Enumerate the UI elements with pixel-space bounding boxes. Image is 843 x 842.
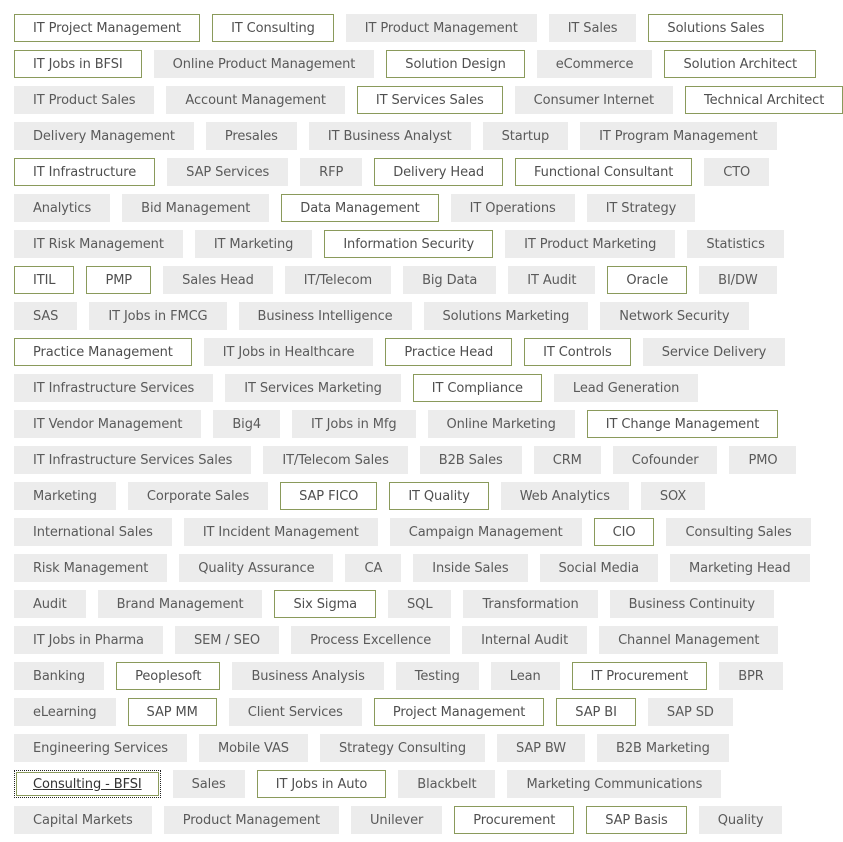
- tag-row: [14, 518, 810, 546]
- tag-it-quality[interactable]: IT Quality: [389, 482, 488, 510]
- tag-data-management[interactable]: Data Management: [281, 194, 438, 222]
- tag-delivery-management[interactable]: Delivery Management: [14, 122, 194, 150]
- tag-row: [14, 86, 825, 114]
- tag-unilever[interactable]: Unilever: [351, 806, 442, 834]
- tag-sap-sd[interactable]: SAP SD: [648, 698, 733, 726]
- tag-it-jobs-in-bfsi[interactable]: IT Jobs in BFSI: [14, 50, 142, 78]
- tag-account-management[interactable]: Account Management: [166, 86, 344, 114]
- tag-row: [14, 230, 810, 258]
- tag-row: [14, 482, 810, 510]
- tag-solution-design[interactable]: Solution Design: [386, 50, 524, 78]
- tag-marketing[interactable]: Marketing: [14, 482, 116, 510]
- tag-brand-management[interactable]: Brand Management: [98, 590, 263, 618]
- tag-it-program-management[interactable]: IT Program Management: [580, 122, 776, 150]
- tag-oracle[interactable]: Oracle: [607, 266, 687, 294]
- tag-business-continuity[interactable]: Business Continuity: [610, 590, 774, 618]
- tag-product-management[interactable]: Product Management: [164, 806, 339, 834]
- tag-channel-management[interactable]: Channel Management: [599, 626, 778, 654]
- tag-solution-architect[interactable]: Solution Architect: [664, 50, 816, 78]
- tag-it-consulting[interactable]: IT Consulting: [212, 14, 334, 42]
- tag-presales[interactable]: Presales: [206, 122, 297, 150]
- tag-it-infrastructure-services-sales[interactable]: IT Infrastructure Services Sales: [14, 446, 251, 474]
- tag-bid-management[interactable]: Bid Management: [122, 194, 269, 222]
- tag-capital-markets[interactable]: Capital Markets: [14, 806, 152, 834]
- tag-row: [14, 410, 810, 438]
- tag-transformation[interactable]: Transformation: [463, 590, 597, 618]
- tag-row: [14, 770, 810, 798]
- tag-row: [14, 806, 810, 834]
- tag-row: [14, 158, 810, 186]
- tag-mobile-vas[interactable]: Mobile VAS: [199, 734, 308, 762]
- tag-it-marketing[interactable]: IT Marketing: [195, 230, 313, 258]
- tag-pmp[interactable]: PMP: [86, 266, 151, 294]
- tag-cto[interactable]: CTO: [704, 158, 769, 186]
- tag-it-business-analyst[interactable]: IT Business Analyst: [309, 122, 471, 150]
- tag-b2b-sales[interactable]: B2B Sales: [420, 446, 522, 474]
- tag-client-services[interactable]: Client Services: [229, 698, 362, 726]
- tag-row: [14, 338, 810, 366]
- tag-cofounder[interactable]: Cofounder: [613, 446, 718, 474]
- tag-cio[interactable]: CIO: [594, 518, 655, 546]
- tag-it-incident-management[interactable]: IT Incident Management: [184, 518, 378, 546]
- tag-project-management[interactable]: Project Management: [374, 698, 544, 726]
- tag-audit[interactable]: Audit: [14, 590, 86, 618]
- tag-statistics[interactable]: Statistics: [687, 230, 783, 258]
- tag-campaign-management[interactable]: Campaign Management: [390, 518, 582, 546]
- tag-social-media[interactable]: Social Media: [540, 554, 659, 582]
- tag-web-analytics[interactable]: Web Analytics: [501, 482, 629, 510]
- tag-row: [14, 50, 810, 78]
- tag-solutions-sales[interactable]: Solutions Sales: [648, 14, 783, 42]
- tag-it-infrastructure-services[interactable]: IT Infrastructure Services: [14, 374, 213, 402]
- tag-sap-bi[interactable]: SAP BI: [556, 698, 636, 726]
- tag-it-product-management[interactable]: IT Product Management: [346, 14, 537, 42]
- tag-it-risk-management[interactable]: IT Risk Management: [14, 230, 183, 258]
- tag-sox[interactable]: SOX: [641, 482, 705, 510]
- tag-sales[interactable]: Sales: [173, 770, 245, 798]
- tag-service-delivery[interactable]: Service Delivery: [643, 338, 786, 366]
- tag-row: [14, 122, 810, 150]
- tag-marketing-communications[interactable]: Marketing Communications: [507, 770, 721, 798]
- tag-it-controls[interactable]: IT Controls: [524, 338, 631, 366]
- tag-it-jobs-in-healthcare[interactable]: IT Jobs in Healthcare: [204, 338, 374, 366]
- tag-row: [14, 302, 810, 330]
- tag-ecommerce[interactable]: eCommerce: [537, 50, 653, 78]
- tag-sql[interactable]: SQL: [388, 590, 451, 618]
- tag-business-analysis[interactable]: Business Analysis: [232, 662, 383, 690]
- tag-row: [14, 734, 810, 762]
- tag-it-vendor-management[interactable]: IT Vendor Management: [14, 410, 201, 438]
- tag-online-product-management[interactable]: Online Product Management: [154, 50, 375, 78]
- tag-practice-management[interactable]: Practice Management: [14, 338, 192, 366]
- tag-rfp[interactable]: RFP: [300, 158, 362, 186]
- tag-it-strategy[interactable]: IT Strategy: [587, 194, 696, 222]
- tag-row: [14, 698, 810, 726]
- tag-it-project-management[interactable]: IT Project Management: [14, 14, 200, 42]
- tag-row: [14, 446, 810, 474]
- tag-internal-audit[interactable]: Internal Audit: [462, 626, 587, 654]
- tag-sap-fico[interactable]: SAP FICO: [280, 482, 377, 510]
- tag-risk-management[interactable]: Risk Management: [14, 554, 167, 582]
- tag-solutions-marketing[interactable]: Solutions Marketing: [424, 302, 589, 330]
- tag-it-jobs-in-fmcg[interactable]: IT Jobs in FMCG: [89, 302, 226, 330]
- tag-it-services-marketing[interactable]: IT Services Marketing: [225, 374, 401, 402]
- tag-it-change-management[interactable]: IT Change Management: [587, 410, 778, 438]
- tag-bi-dw[interactable]: BI/DW: [699, 266, 777, 294]
- tag-six-sigma[interactable]: Six Sigma: [274, 590, 376, 618]
- tag-practice-head[interactable]: Practice Head: [385, 338, 512, 366]
- tag-row: [14, 266, 810, 294]
- tag-technical-architect[interactable]: Technical Architect: [685, 86, 843, 114]
- tag-it-infrastructure[interactable]: IT Infrastructure: [14, 158, 155, 186]
- tag-crm[interactable]: CRM: [534, 446, 601, 474]
- tag-strategy-consulting[interactable]: Strategy Consulting: [320, 734, 485, 762]
- tag-procurement[interactable]: Procurement: [454, 806, 574, 834]
- tag-business-intelligence[interactable]: Business Intelligence: [239, 302, 412, 330]
- tag-sap-services[interactable]: SAP Services: [167, 158, 288, 186]
- tag-delivery-head[interactable]: Delivery Head: [374, 158, 503, 186]
- tag-engineering-services[interactable]: Engineering Services: [14, 734, 187, 762]
- tag-sap-basis[interactable]: SAP Basis: [586, 806, 687, 834]
- tag-it-jobs-in-pharma[interactable]: IT Jobs in Pharma: [14, 626, 163, 654]
- tag-row: [14, 590, 810, 618]
- tag-itil[interactable]: ITIL: [14, 266, 74, 294]
- tag-row: [14, 194, 810, 222]
- tag-row: [14, 554, 810, 582]
- tag-consulting-sales[interactable]: Consulting Sales: [666, 518, 810, 546]
- tag-testing[interactable]: Testing: [396, 662, 479, 690]
- tag-network-security[interactable]: Network Security: [600, 302, 748, 330]
- tag-quality-assurance[interactable]: Quality Assurance: [179, 554, 333, 582]
- tag-marketing-head[interactable]: Marketing Head: [670, 554, 810, 582]
- tag-it-sales[interactable]: IT Sales: [549, 14, 637, 42]
- tag-it-telecom-sales[interactable]: IT/Telecom Sales: [263, 446, 407, 474]
- tag-it-product-sales[interactable]: IT Product Sales: [14, 86, 154, 114]
- tag-sas[interactable]: SAS: [14, 302, 77, 330]
- tag-blackbelt[interactable]: Blackbelt: [398, 770, 495, 798]
- tag-sap-mm[interactable]: SAP MM: [128, 698, 217, 726]
- tag-information-security[interactable]: Information Security: [324, 230, 493, 258]
- tag-online-marketing[interactable]: Online Marketing: [428, 410, 575, 438]
- tag-big-data[interactable]: Big Data: [403, 266, 496, 294]
- tag-lean[interactable]: Lean: [491, 662, 560, 690]
- tag-sales-head[interactable]: Sales Head: [163, 266, 273, 294]
- tag-it-services-sales[interactable]: IT Services Sales: [357, 86, 503, 114]
- tag-it-product-marketing[interactable]: IT Product Marketing: [505, 230, 675, 258]
- tag-consulting-bfsi[interactable]: Consulting - BFSI: [14, 770, 161, 798]
- tag-row: [14, 662, 810, 690]
- tag-peoplesoft[interactable]: Peoplesoft: [116, 662, 220, 690]
- tag-analytics[interactable]: Analytics: [14, 194, 110, 222]
- tag-it-operations[interactable]: IT Operations: [451, 194, 575, 222]
- tag-it-audit[interactable]: IT Audit: [508, 266, 595, 294]
- tag-it-jobs-in-auto[interactable]: IT Jobs in Auto: [257, 770, 387, 798]
- tag-sem-seo[interactable]: SEM / SEO: [175, 626, 279, 654]
- tag-bpr[interactable]: BPR: [719, 662, 783, 690]
- tag-b2b-marketing[interactable]: B2B Marketing: [597, 734, 729, 762]
- tag-it-compliance[interactable]: IT Compliance: [413, 374, 542, 402]
- tag-sap-bw[interactable]: SAP BW: [497, 734, 585, 762]
- tag-pmo[interactable]: PMO: [729, 446, 796, 474]
- tag-international-sales[interactable]: International Sales: [14, 518, 172, 546]
- tag-lead-generation[interactable]: Lead Generation: [554, 374, 698, 402]
- tag-startup[interactable]: Startup: [483, 122, 569, 150]
- tag-row: [14, 14, 810, 42]
- tag-consumer-internet[interactable]: Consumer Internet: [515, 86, 673, 114]
- tag-row: [14, 626, 810, 654]
- tag-row: [14, 374, 810, 402]
- tag-corporate-sales[interactable]: Corporate Sales: [128, 482, 268, 510]
- tag-big4[interactable]: Big4: [213, 410, 280, 438]
- tag-it-jobs-in-mfg[interactable]: IT Jobs in Mfg: [292, 410, 415, 438]
- tag-inside-sales[interactable]: Inside Sales: [413, 554, 527, 582]
- tag-elearning[interactable]: eLearning: [14, 698, 116, 726]
- tag-process-excellence[interactable]: Process Excellence: [291, 626, 450, 654]
- tag-banking[interactable]: Banking: [14, 662, 104, 690]
- tag-it-telecom[interactable]: IT/Telecom: [285, 266, 391, 294]
- tag-ca[interactable]: CA: [345, 554, 401, 582]
- tag-it-procurement[interactable]: IT Procurement: [572, 662, 708, 690]
- tag-quality[interactable]: Quality: [699, 806, 783, 834]
- tag-functional-consultant[interactable]: Functional Consultant: [515, 158, 692, 186]
